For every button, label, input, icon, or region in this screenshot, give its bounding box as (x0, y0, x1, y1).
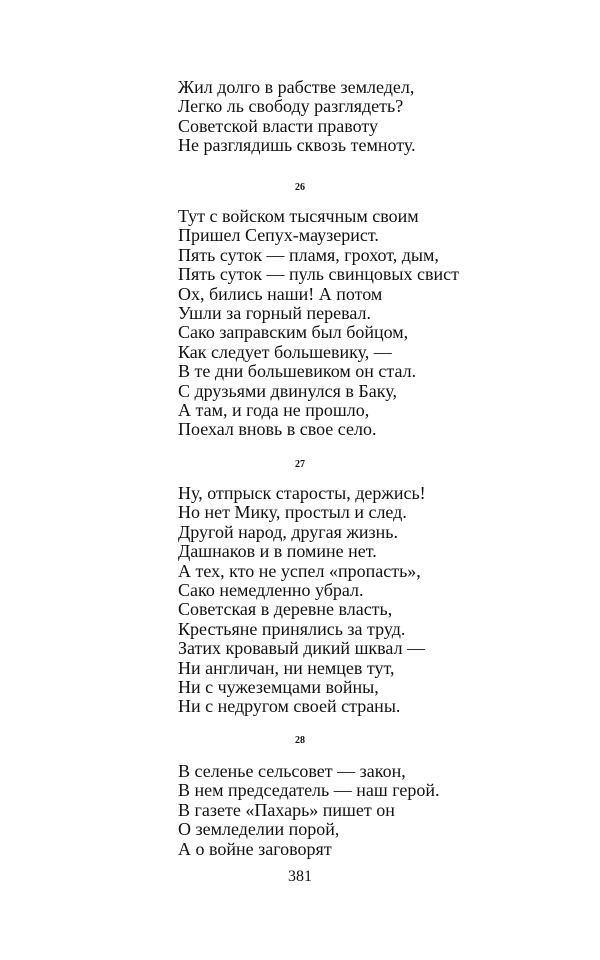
verse-line: Советской власти правоту (178, 115, 379, 136)
verse-line: Как следует большевику, — (178, 341, 392, 362)
verse-line: Ну, отпрыск старосты, держись! (178, 483, 426, 503)
verse-line: Ни с чужеземцами войны, (178, 677, 379, 698)
stanza-26 (178, 207, 578, 440)
verse-line: Советская в деревне власть, (178, 599, 393, 620)
verse-line: Ни с недругом своей страны. (178, 696, 401, 717)
verse-line: Крестьяне принялись за труд. (178, 618, 406, 639)
page-number: 381 (288, 868, 312, 885)
verse-line: В те дни большевиком он стал. (178, 361, 417, 382)
section-number-26: 26 (295, 182, 305, 193)
section-number-27: 27 (295, 459, 305, 470)
verse-line: В селенье сельсовет — закон, (178, 761, 406, 781)
verse-line: Сако немедленно убрал. (178, 580, 364, 601)
verse-line: Легко ль свободу разглядеть? (178, 96, 404, 117)
stanza-28 (178, 762, 578, 859)
verse-line: Сако заправским был бойцом, (178, 322, 409, 343)
stanza-intro (178, 78, 578, 156)
verse-line: Не разглядишь сквозь темноту. (178, 135, 416, 156)
section-number-28: 28 (295, 735, 305, 746)
verse-line: Жил долго в рабстве земледел, (178, 77, 415, 97)
verse-line: Поехал вновь в свое село. (178, 419, 377, 440)
verse-line: Ни англичан, ни немцев тут, (178, 657, 395, 678)
verse-line: Но нет Мику, простыл и след. (178, 502, 407, 523)
verse-line: Пять суток — пламя, грохот, дым, (178, 244, 439, 265)
verse-line: А там, и года не прошло, (178, 400, 370, 421)
verse-line: Затих кровавый дикий шквал — (178, 638, 426, 659)
verse-line: Пять суток — пуль свинцовых свист (178, 264, 459, 285)
verse-line: Другой народ, другая жизнь. (178, 521, 398, 542)
verse-line: О земледелии порой, (178, 819, 340, 840)
verse-line: Ушли за горный перевал. (178, 303, 372, 324)
verse-line: Дашнаков и в помине нет. (178, 541, 377, 562)
verse-line: Пришел Сепух-маузерист. (178, 225, 379, 246)
verse-line: Ох, бились наши! А потом (178, 283, 383, 304)
verse-line: А о войне заговорят (178, 838, 332, 859)
verse-line: А тех, кто не успел «пропасть», (178, 560, 421, 581)
stanza-27 (178, 484, 578, 717)
verse-line: В нем председатель — наш герой. (178, 780, 440, 801)
verse-line: Тут с войском тысячным своим (178, 206, 419, 226)
verse-line: С друзьями двинулся в Баку, (178, 380, 397, 401)
verse-line: В газете «Пахарь» пишет он (178, 799, 395, 820)
